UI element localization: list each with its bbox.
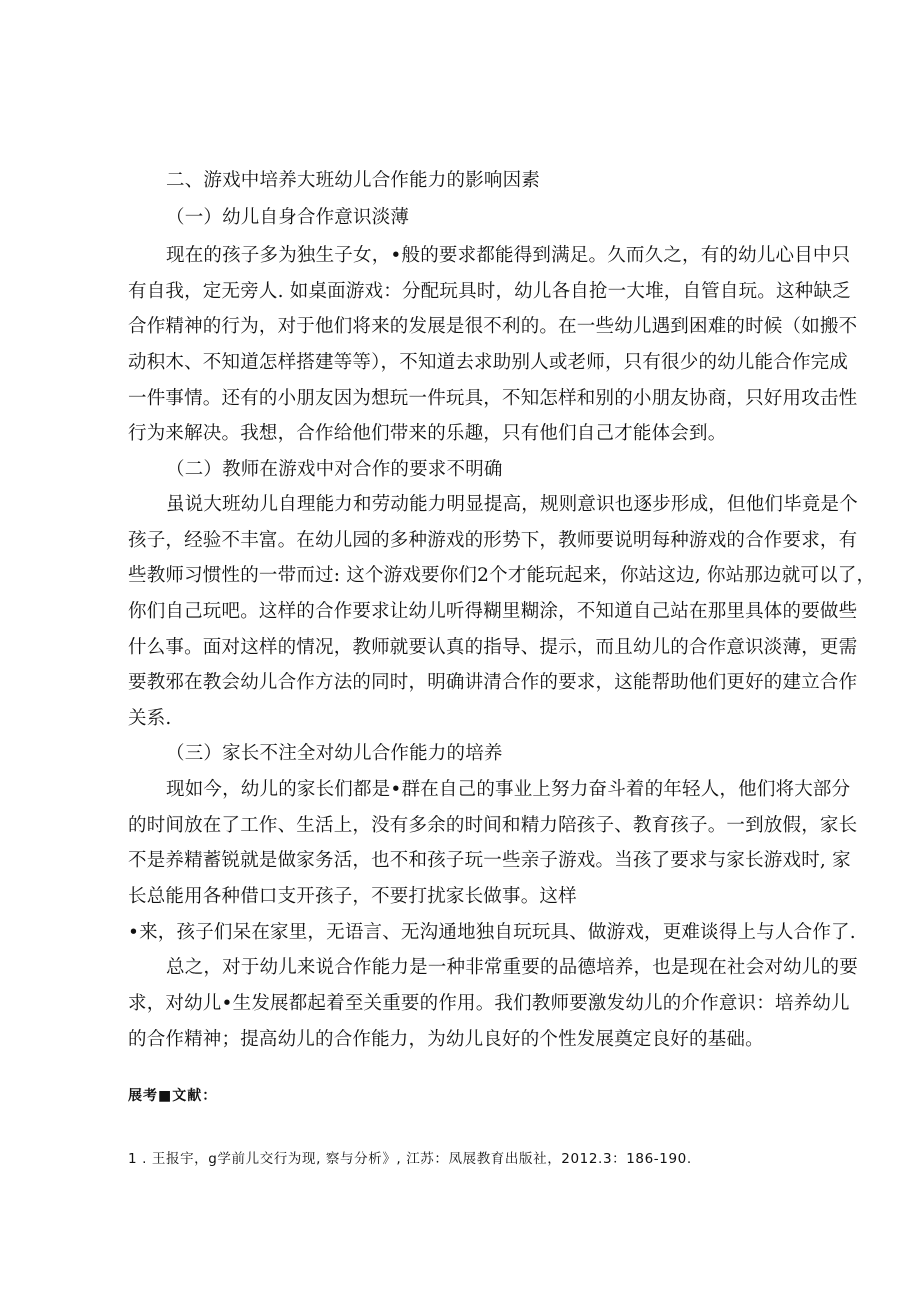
section-title: 二、游戏中培养大班幼儿合作能力的影响因素 (166, 170, 541, 191)
paragraph-line: 些教师习惯性的一带而过: 这个游戏要你们2个才能玩起来，你站这边, 你站那边就可以了， (128, 565, 876, 586)
subsection-heading-2: （二）教师在游戏中对合作的要求不明确 (166, 459, 503, 480)
paragraph-line: 不是养精蓄锐就是做家务活，也不和孩子玩一些亲子游戏。当孩了要求与家长游戏时, 家 (128, 850, 851, 871)
paragraph-line: 孩子，经验不丰富。在幼儿园的多种游戏的形势下，教师要说明每种游戏的合作要求，有 (128, 530, 858, 551)
subsection-heading-3: （三）家长不注全对幼儿合作能力的培养 (166, 743, 503, 764)
paragraph-line: 求，对幼儿•生发展都起着至关重要的作用。我们教师要激发幼儿的介作意识：培养幼儿 (128, 993, 850, 1014)
paragraph-line: 有自我，定无旁人. 如桌面游戏：分配玩具时，幼儿各自抢一大堆，自管自玩。这种缺乏 (128, 281, 851, 302)
paragraph-line: 合作精神的行为，对于他们将来的发展是很不利的。在一些幼儿遇到困难的时候（如搬不 (128, 316, 858, 337)
paragraph-line: 现在的孩子多为独生子女，•般的要求都能得到满足。久而久之，有的幼儿心目中只 (166, 245, 851, 266)
paragraph-line: 关系. (128, 708, 172, 729)
paragraph-line: 要教邪在教会幼儿合作方法的同时，明确讲清合作的要求，这能帮助他们更好的建立合作 (128, 672, 858, 693)
paragraph-line: 虽说大班幼儿自理能力和劳动能力明显提高，规则意识也逐步形成，但他们毕竟是个 (166, 494, 858, 515)
paragraph-line: 你们自己玩吧。这样的合作要求让幼儿听得糊里糊涂，不知道自己站在那里具体的要做些 (128, 601, 858, 622)
paragraph-line: 什么事。面对这样的情况，教师就要认真的指导、提示，而且幼儿的合作意识淡薄，更需 (128, 637, 858, 658)
references-title: 展考■文献： (128, 1088, 218, 1104)
reference-item: 1 . 王报宇，g学前儿交行为现, 察与分析》, 江苏：凤展教育出版社，2012.3：186-190. (128, 1151, 692, 1167)
subsection-heading-1: （一）幼儿自身合作意识淡薄 (166, 207, 410, 228)
paragraph-line: 现如今，幼儿的家长们都是•群在自己的事业上努力奋斗着的年轻人，他们将大部分 (166, 779, 851, 800)
paragraph-line: •来，孩子们呆在家里，无语言、无沟通地独自玩玩具、做游戏，更难谈得上与人合作了. (128, 922, 856, 943)
paragraph-line: 一件事情。还有的小朋友因为想玩一件玩具，不知怎样和别的小朋友协商，只好用攻击性 (128, 388, 858, 409)
paragraph-line: 的时间放在了工作、生活上，没有多余的时间和精力陪孩子、教育孩子。一到放假，家长 (128, 815, 858, 836)
paragraph-line: 的合作精神；提高幼儿的合作能力，为幼儿良好的个性发展奠定良好的基础。 (128, 1029, 764, 1050)
paragraph-line: 动积木、不知道怎样搭建等等），不知道去求助别人或老师，只有很少的幼儿能合作完成 (128, 352, 849, 373)
paragraph-line: 行为来解决。我想，合作给他们带来的乐趣，只有他们自己才能体会到。 (128, 423, 727, 444)
paragraph-line: 总之，对于幼儿来说合作能力是一种非常重要的品德培养，也是现在社会对幼儿的要 (166, 957, 858, 978)
paragraph-line: 长总能用各种借口支开孩子，不要打扰家长做事。这样 (128, 886, 577, 907)
